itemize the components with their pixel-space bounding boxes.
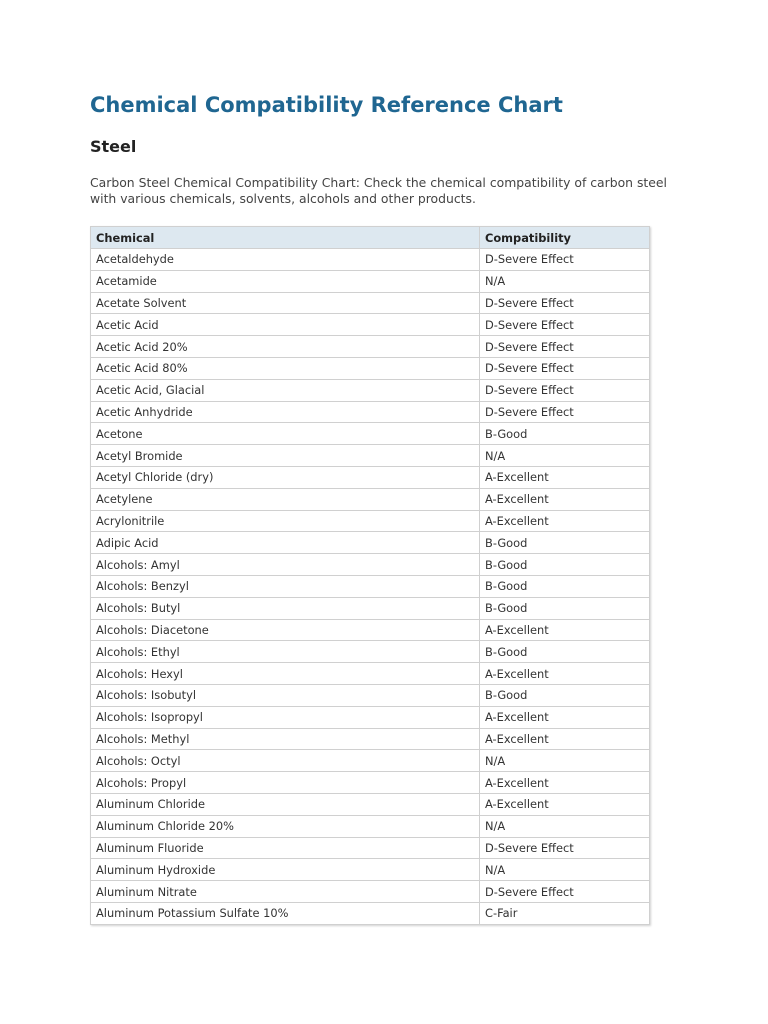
compatibility-cell: B-Good (480, 597, 650, 619)
chemical-cell: Acetylene (91, 488, 480, 510)
compatibility-cell: A-Excellent (480, 466, 650, 488)
compatibility-cell: D-Severe Effect (480, 292, 650, 314)
page-title: Chemical Compatibility Reference Chart (90, 93, 563, 117)
table-row (91, 772, 650, 794)
chemical-cell: Aluminum Potassium Sulfate 10% (91, 902, 480, 924)
table-body (91, 249, 650, 925)
chemical-cell: Aluminum Nitrate (91, 881, 480, 903)
compatibility-cell: B-Good (480, 575, 650, 597)
compatibility-cell: A-Excellent (480, 706, 650, 728)
chemical-cell: Alcohols: Octyl (91, 750, 480, 772)
column-header-chemical: Chemical (91, 227, 480, 249)
compatibility-cell: B-Good (480, 532, 650, 554)
table-row (91, 336, 650, 358)
table-row (91, 881, 650, 903)
compatibility-cell: B-Good (480, 684, 650, 706)
chemical-cell: Acetate Solvent (91, 292, 480, 314)
chemical-cell: Acetic Acid 80% (91, 357, 480, 379)
chemical-cell: Aluminum Hydroxide (91, 859, 480, 881)
compatibility-cell: A-Excellent (480, 488, 650, 510)
compatibility-cell: D-Severe Effect (480, 379, 650, 401)
compatibility-cell: D-Severe Effect (480, 336, 650, 358)
table-row (91, 663, 650, 685)
chemical-cell: Alcohols: Butyl (91, 597, 480, 619)
table-row (91, 423, 650, 445)
chemical-cell: Alcohols: Isopropyl (91, 706, 480, 728)
chemical-cell: Acetic Acid 20% (91, 336, 480, 358)
compatibility-table (90, 226, 650, 925)
table-row (91, 706, 650, 728)
compatibility-cell: B-Good (480, 641, 650, 663)
chemical-cell: Adipic Acid (91, 532, 480, 554)
compatibility-cell: D-Severe Effect (480, 249, 650, 271)
table-row (91, 641, 650, 663)
table-row (91, 619, 650, 641)
table-row (91, 510, 650, 532)
chemical-cell: Alcohols: Benzyl (91, 575, 480, 597)
table-row (91, 249, 650, 271)
compatibility-cell: A-Excellent (480, 772, 650, 794)
chemical-cell: Alcohols: Isobutyl (91, 684, 480, 706)
intro-paragraph: Carbon Steel Chemical Compatibility Chart: Check the chemical compatibility of carbon steel with various chemicals, solvents, alcohols and other products. (90, 175, 667, 206)
compatibility-cell: B-Good (480, 423, 650, 445)
compatibility-cell: A-Excellent (480, 619, 650, 641)
table-row (91, 902, 650, 924)
table-row (91, 532, 650, 554)
table-row (91, 379, 650, 401)
chemical-cell: Acetic Acid, Glacial (91, 379, 480, 401)
compatibility-cell: A-Excellent (480, 793, 650, 815)
table-row (91, 859, 650, 881)
chemical-cell: Acetyl Chloride (dry) (91, 466, 480, 488)
compatibility-cell: N/A (480, 270, 650, 292)
chemical-cell: Alcohols: Ethyl (91, 641, 480, 663)
compatibility-cell: A-Excellent (480, 510, 650, 532)
table-row (91, 597, 650, 619)
compatibility-cell: A-Excellent (480, 728, 650, 750)
compatibility-cell: N/A (480, 750, 650, 772)
table-row (91, 401, 650, 423)
compatibility-cell: N/A (480, 815, 650, 837)
compatibility-cell: D-Severe Effect (480, 837, 650, 859)
compatibility-cell: D-Severe Effect (480, 401, 650, 423)
chemical-cell: Acetic Acid (91, 314, 480, 336)
table-row (91, 793, 650, 815)
compatibility-cell: B-Good (480, 554, 650, 576)
compatibility-cell: D-Severe Effect (480, 357, 650, 379)
chemical-cell: Aluminum Chloride 20% (91, 815, 480, 837)
chemical-cell: Alcohols: Amyl (91, 554, 480, 576)
table-row (91, 815, 650, 837)
compatibility-cell: N/A (480, 859, 650, 881)
chemical-cell: Alcohols: Hexyl (91, 663, 480, 685)
column-header-compatibility: Compatibility (480, 227, 650, 249)
table-row (91, 684, 650, 706)
table-row (91, 314, 650, 336)
chemical-cell: Aluminum Fluoride (91, 837, 480, 859)
chemical-cell: Aluminum Chloride (91, 793, 480, 815)
chemical-cell: Acetone (91, 423, 480, 445)
chemical-cell: Acetic Anhydride (91, 401, 480, 423)
chemical-cell: Alcohols: Methyl (91, 728, 480, 750)
table-row (91, 837, 650, 859)
chemical-cell: Acrylonitrile (91, 510, 480, 532)
section-heading: Steel (90, 137, 137, 156)
compatibility-cell: C-Fair (480, 902, 650, 924)
compatibility-cell: D-Severe Effect (480, 314, 650, 336)
table-row (91, 466, 650, 488)
compatibility-cell: A-Excellent (480, 663, 650, 685)
table-row (91, 554, 650, 576)
table-row (91, 488, 650, 510)
table-row (91, 292, 650, 314)
table-row (91, 750, 650, 772)
table-row (91, 728, 650, 750)
compatibility-cell: D-Severe Effect (480, 881, 650, 903)
table-row (91, 575, 650, 597)
chemical-cell: Alcohols: Propyl (91, 772, 480, 794)
table-header-row (91, 227, 650, 249)
table-row (91, 357, 650, 379)
table-row (91, 270, 650, 292)
chemical-cell: Alcohols: Diacetone (91, 619, 480, 641)
compatibility-cell: N/A (480, 445, 650, 467)
chemical-cell: Acetamide (91, 270, 480, 292)
table-row (91, 445, 650, 467)
chemical-cell: Acetaldehyde (91, 249, 480, 271)
chemical-cell: Acetyl Bromide (91, 445, 480, 467)
